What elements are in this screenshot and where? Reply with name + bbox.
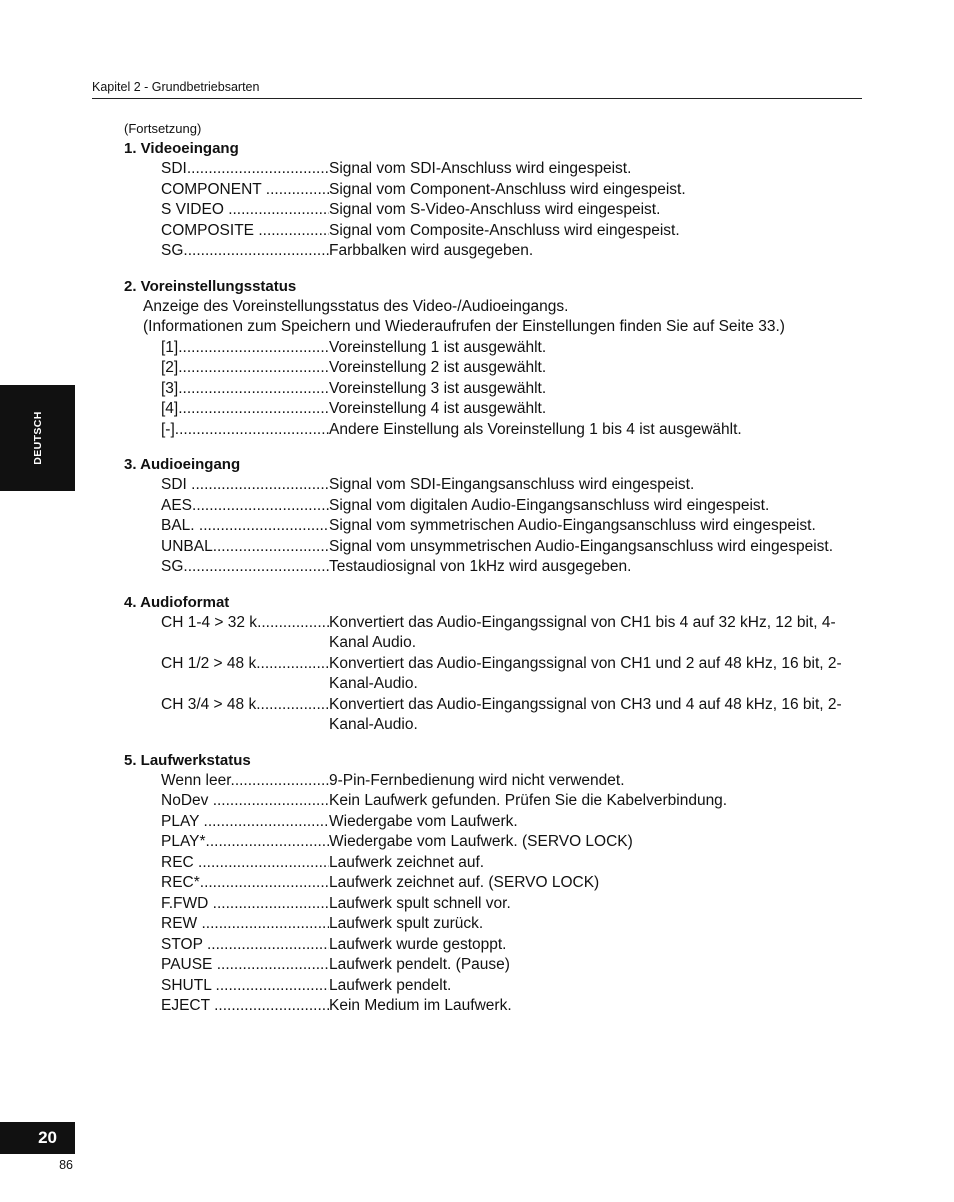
definition-text: Signal vom Component-Anschluss wird eingespeist. bbox=[329, 180, 686, 198]
definition-text: Voreinstellung 4 ist ausgewählt. bbox=[329, 400, 547, 417]
definition-term: PAUSE ..... bbox=[161, 955, 329, 976]
section-title: 3. Audioeingang bbox=[124, 456, 241, 473]
definition-row bbox=[161, 557, 864, 578]
definition-term: REW ..... bbox=[161, 914, 329, 935]
definition-text: Signal vom symmetrischen Audio-Eingangsanschluss wird eingespeist. bbox=[329, 517, 816, 534]
definition-text: Konvertiert das Audio-Eingangssignal von CH1 bis 4 auf 32 kHz, 12 bit, 4-Kanal Audio. bbox=[329, 613, 836, 651]
definition-row bbox=[161, 358, 864, 379]
definition-row bbox=[161, 221, 864, 242]
definition-text: Signal vom Composite-Anschluss wird eingespeist. bbox=[329, 221, 680, 239]
definition-row bbox=[161, 241, 864, 262]
definition-text: Konvertiert das Audio-Eingangssignal von CH1 und 2 auf 48 kHz, 16 bit, 2-Kanal-Audio. bbox=[329, 654, 842, 692]
definition-row bbox=[161, 475, 864, 496]
definition-text: Laufwerk pendelt. (Pause) bbox=[329, 956, 510, 973]
section-title: 5. Laufwerkstatus bbox=[124, 751, 251, 769]
section-title: 2. Voreinstellungsstatus bbox=[124, 277, 297, 295]
definition-text: Voreinstellung 2 ist ausgewählt. bbox=[329, 359, 547, 376]
definition-text: Laufwerk zeichnet auf. bbox=[329, 853, 485, 871]
definition-term: SDI ..... bbox=[161, 475, 329, 496]
definition-term: COMPONENT ..... bbox=[161, 180, 329, 201]
definition-term: STOP ..... bbox=[161, 935, 329, 956]
definition-text: Andere Einstellung als Voreinstellung 1 bis 4 ist ausgewählt. bbox=[329, 420, 742, 438]
definition-list bbox=[124, 338, 864, 441]
section-title: 1. Videoeingang bbox=[124, 140, 239, 157]
definition-text: Farbbalken wird ausgegeben. bbox=[329, 242, 534, 259]
definition-term: Wenn leer ..... bbox=[161, 771, 329, 792]
definition-text: Laufwerk spult zurück. bbox=[329, 915, 484, 932]
language-side-tab bbox=[0, 385, 75, 491]
definition-term: CH 1-4 > 32 k ..... bbox=[161, 613, 329, 654]
section-description: Anzeige des Voreinstellungsstatus des Video-/Audioeingangs. bbox=[143, 297, 569, 315]
language-tab-label: DEUTSCH bbox=[31, 411, 44, 465]
definition-term: F.FWD ..... bbox=[161, 894, 329, 915]
definition-row bbox=[161, 695, 864, 736]
definition-term: BAL. ..... bbox=[161, 516, 329, 537]
definition-term: AES ..... bbox=[161, 496, 329, 517]
definition-term: SHUTL ..... bbox=[161, 976, 329, 997]
definition-text: Laufwerk spult schnell vor. bbox=[329, 894, 511, 912]
definition-text: Signal vom unsymmetrischen Audio-Eingangsanschluss wird eingespeist. bbox=[329, 537, 834, 555]
continuation-note: (Fortsetzung) bbox=[124, 121, 202, 136]
section-description: (Informationen zum Speichern und Wiederaufrufen der Einstellungen finden Sie auf Seite 33.) bbox=[143, 318, 785, 335]
definition-term: [1] ..... bbox=[161, 338, 329, 359]
definition-row bbox=[161, 935, 864, 956]
definition-term: PLAY* ..... bbox=[161, 832, 329, 853]
definition-text: Voreinstellung 1 ist ausgewählt. bbox=[329, 338, 547, 356]
definition-term: EJECT ..... bbox=[161, 996, 329, 1017]
definition-row bbox=[161, 955, 864, 976]
definition-term: [2] ..... bbox=[161, 358, 329, 379]
definition-text: Wiedergabe vom Laufwerk. bbox=[329, 812, 518, 830]
definition-text: Voreinstellung 3 ist ausgewählt. bbox=[329, 379, 547, 397]
section bbox=[124, 139, 864, 262]
definition-text: Wiedergabe vom Laufwerk. (SERVO LOCK) bbox=[329, 833, 633, 850]
definition-row bbox=[161, 338, 864, 359]
definition-row bbox=[161, 613, 864, 654]
definition-row bbox=[161, 496, 864, 517]
definition-row bbox=[161, 914, 864, 935]
definition-text: Laufwerk pendelt. bbox=[329, 976, 452, 994]
definition-text: Laufwerk zeichnet auf. (SERVO LOCK) bbox=[329, 874, 600, 891]
definition-row bbox=[161, 399, 864, 420]
definition-row bbox=[161, 420, 864, 441]
definition-term: SDI ..... bbox=[161, 159, 329, 180]
sub-page-number: 86 bbox=[59, 1158, 73, 1172]
definition-text: Konvertiert das Audio-Eingangssignal von CH3 und 4 auf 48 kHz, 16 bit, 2-Kanal-Audio. bbox=[329, 695, 842, 733]
definition-term: COMPOSITE ..... bbox=[161, 221, 329, 242]
definition-term: SG ..... bbox=[161, 557, 329, 578]
definition-text: Kein Laufwerk gefunden. Prüfen Sie die Kabelverbindung. bbox=[329, 792, 728, 809]
section bbox=[124, 751, 864, 1017]
definition-term: CH 3/4 > 48 k ..... bbox=[161, 695, 329, 736]
section bbox=[124, 593, 864, 736]
definition-term: PLAY ..... bbox=[161, 812, 329, 833]
definition-text: Signal vom SDI-Anschluss wird eingespeist. bbox=[329, 160, 632, 177]
definition-row bbox=[161, 894, 864, 915]
section-list bbox=[124, 139, 864, 1017]
definition-text: Laufwerk wurde gestoppt. bbox=[329, 935, 507, 953]
definition-row bbox=[161, 791, 864, 812]
definition-term: [4] ..... bbox=[161, 399, 329, 420]
definition-text: Signal vom S-Video-Anschluss wird eingespeist. bbox=[329, 201, 661, 218]
definition-row bbox=[161, 537, 864, 558]
definition-row bbox=[161, 379, 864, 400]
definition-term: REC* ..... bbox=[161, 873, 329, 894]
definition-term: [3] ..... bbox=[161, 379, 329, 400]
definition-list bbox=[124, 159, 864, 262]
definition-row bbox=[161, 853, 864, 874]
definition-row bbox=[161, 832, 864, 853]
definition-row bbox=[161, 812, 864, 833]
definition-term: REC ..... bbox=[161, 853, 329, 874]
definition-text: Kein Medium im Laufwerk. bbox=[329, 997, 512, 1014]
definition-row bbox=[161, 180, 864, 201]
definition-term: CH 1/2 > 48 k ..... bbox=[161, 654, 329, 695]
definition-row bbox=[161, 159, 864, 180]
definition-text: Signal vom digitalen Audio-Eingangsanschluss wird eingespeist. bbox=[329, 496, 770, 514]
definition-term: S VIDEO ..... bbox=[161, 200, 329, 221]
definition-row bbox=[161, 771, 864, 792]
main-content bbox=[124, 121, 864, 1032]
definition-term: UNBAL ..... bbox=[161, 537, 329, 558]
definition-row bbox=[161, 996, 864, 1017]
definition-row bbox=[161, 873, 864, 894]
definition-row bbox=[161, 516, 864, 537]
definition-row bbox=[161, 200, 864, 221]
section-title: 4. Audioformat bbox=[124, 593, 230, 611]
definition-term: [-] ..... bbox=[161, 420, 329, 441]
page-number-box bbox=[0, 1122, 75, 1154]
definition-text: Testaudiosignal von 1kHz wird ausgegeben. bbox=[329, 558, 632, 575]
definition-text: 9-Pin-Fernbedienung wird nicht verwendet. bbox=[329, 771, 625, 789]
definition-term: SG ..... bbox=[161, 241, 329, 262]
definition-term: NoDev ..... bbox=[161, 791, 329, 812]
definition-list bbox=[124, 475, 864, 578]
definition-text: Signal vom SDI-Eingangsanschluss wird eingespeist. bbox=[329, 476, 695, 493]
section bbox=[124, 455, 864, 578]
page-number: 20 bbox=[38, 1128, 57, 1147]
definition-row bbox=[161, 654, 864, 695]
definition-row bbox=[161, 976, 864, 997]
definition-list bbox=[124, 771, 864, 1017]
definition-list bbox=[124, 613, 864, 736]
section bbox=[124, 277, 864, 441]
chapter-header: Kapitel 2 - Grundbetriebsarten bbox=[92, 80, 862, 99]
